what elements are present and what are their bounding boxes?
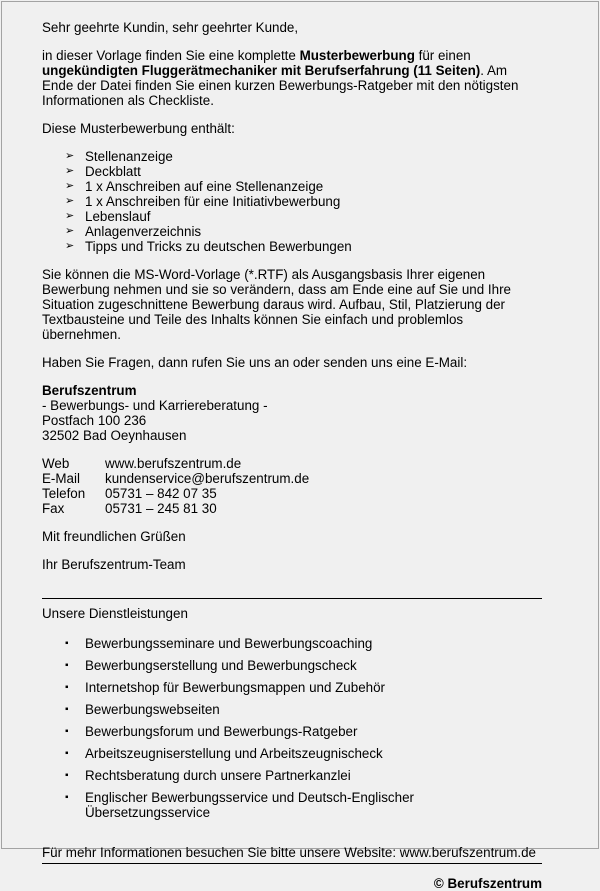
salutation: Sehr geehrte Kundin, sehr geehrter Kunde, <box>42 20 299 35</box>
closing-salutation: Mit freundlichen Grüßen <box>42 529 186 544</box>
intro-bold-musterbewerbung: Musterbewerbung <box>299 48 415 63</box>
contact-value: www.berufszentrum.de <box>105 456 242 471</box>
list-item-label: Tipps und Tricks zu deutschen Bewerbungen <box>85 239 352 254</box>
contact-label: Web <box>42 456 70 471</box>
contact-label: Telefon <box>42 486 86 501</box>
company-city: 32502 Bad Oeynhausen <box>42 428 187 443</box>
list-item-label: 1 x Anschreiben für eine Initiativbewerbung <box>85 194 341 209</box>
arrow-bullet-icon: ➢ <box>65 240 75 252</box>
contact-label: Fax <box>42 501 65 516</box>
contact-row <box>42 486 542 501</box>
list-item-label: Bewerbungsforum und Bewerbungs-Ratgeber <box>85 724 358 739</box>
contact-row <box>42 501 542 516</box>
list-item <box>65 149 542 164</box>
list-item <box>65 636 542 651</box>
square-bullet-icon: ▪ <box>65 726 69 737</box>
intro-text-post: . Am Ende der Datei finden Sie einen kurzen Bewerbungs-Ratgeber mit den nötigsten Informationen als Checkliste. <box>42 63 519 108</box>
arrow-bullet-icon: ➢ <box>65 195 75 207</box>
contact-row <box>42 471 542 486</box>
list-item-label: Bewerbungserstellung und Bewerbungscheck <box>85 658 357 673</box>
square-bullet-icon: ▪ <box>65 638 69 649</box>
list-item-label: Lebenslauf <box>85 209 151 224</box>
contact-row <box>42 456 542 471</box>
contact-value: kundenservice@berufszentrum.de <box>105 471 310 486</box>
list-item <box>65 224 542 239</box>
list-item-label: Internetshop für Bewerbungsmappen und Zubehör <box>85 680 386 695</box>
list-item-label: 1 x Anschreiben auf eine Stellenanzeige <box>85 179 324 194</box>
list-item-label: Bewerbungswebseiten <box>85 702 220 717</box>
contents-list <box>42 149 542 254</box>
list-item <box>65 194 542 209</box>
list-item-label: Anlagenverzeichnis <box>85 224 202 239</box>
list-item-label: Rechtsberatung durch unsere Partnerkanzlei <box>85 768 351 783</box>
company-address-block <box>42 383 542 443</box>
square-bullet-icon: ▪ <box>65 704 69 715</box>
list-item <box>65 179 542 194</box>
list-item <box>65 724 542 739</box>
intro-bold-jobtitle: ungekündigten Fluggerätmechaniker mit Berufserfahrung (11 Seiten) <box>42 63 481 78</box>
square-bullet-icon: ▪ <box>65 682 69 693</box>
company-tagline: - Bewerbungs- und Karriereberatung - <box>42 398 268 413</box>
contact-value: 05731 – 245 81 30 <box>105 501 217 516</box>
square-bullet-icon: ▪ <box>65 792 69 803</box>
contact-table <box>42 456 542 516</box>
closing-team: Ihr Berufszentrum-Team <box>42 557 186 572</box>
square-bullet-icon: ▪ <box>65 748 69 759</box>
arrow-bullet-icon: ➢ <box>65 180 75 192</box>
list-item-label: Englischer Bewerbungsservice und Deutsch-Englischer Übersetzungsservice <box>85 790 414 820</box>
arrow-bullet-icon: ➢ <box>65 210 75 222</box>
arrow-bullet-icon: ➢ <box>65 150 75 162</box>
copyright-notice: © Berufszentrum <box>433 876 542 891</box>
letter-document <box>42 20 542 891</box>
contact-value: 05731 – 842 07 35 <box>105 486 217 501</box>
list-item <box>65 746 542 761</box>
list-item <box>65 790 542 820</box>
intro-paragraph <box>42 48 542 108</box>
arrow-bullet-icon: ➢ <box>65 165 75 177</box>
list-item-label: Deckblatt <box>85 164 141 179</box>
contact-label: E-Mail <box>42 471 80 486</box>
square-bullet-icon: ▪ <box>65 770 69 781</box>
list-item <box>65 702 542 717</box>
list-item <box>65 209 542 224</box>
list-item <box>65 768 542 783</box>
company-pobox: Postfach 100 236 <box>42 413 147 428</box>
square-bullet-icon: ▪ <box>65 660 69 671</box>
arrow-bullet-icon: ➢ <box>65 225 75 237</box>
company-name: Berufszentrum <box>42 383 137 398</box>
website-info: Für mehr Informationen besuchen Sie bitte unsere Website: www.berufszentrum.de <box>42 845 542 864</box>
contents-heading: Diese Musterbewerbung enthält: <box>42 121 235 136</box>
intro-text-mid: für einen <box>414 48 471 63</box>
list-item <box>65 658 542 673</box>
contact-prompt: Haben Sie Fragen, dann rufen Sie uns an oder senden uns eine E-Mail: <box>42 355 468 370</box>
list-item <box>65 164 542 179</box>
intro-text-pre: in dieser Vorlage finden Sie eine komplette <box>42 48 300 63</box>
services-list <box>42 636 542 820</box>
list-item-label: Bewerbungsseminare und Bewerbungscoaching <box>85 636 373 651</box>
usage-paragraph: Sie können die MS-Word-Vorlage (*.RTF) als Ausgangsbasis Ihrer eigenen Bewerbung nehmen und sie so verändern, dass am Ende eine auf Sie und Ihre Situation zugeschnittene Bewerbung daraus wird. Aufbau, Stil, Platzierung der Textbausteine und Teile des Inhalts können Sie einfach und problemlos übernehmen. <box>42 267 511 342</box>
list-item <box>65 239 542 254</box>
list-item-label: Arbeitszeugniserstellung und Arbeitszeugnischeck <box>85 746 383 761</box>
list-item-label: Stellenanzeige <box>85 149 173 164</box>
services-heading: Unsere Dienstleistungen <box>42 598 542 621</box>
list-item <box>65 680 542 695</box>
